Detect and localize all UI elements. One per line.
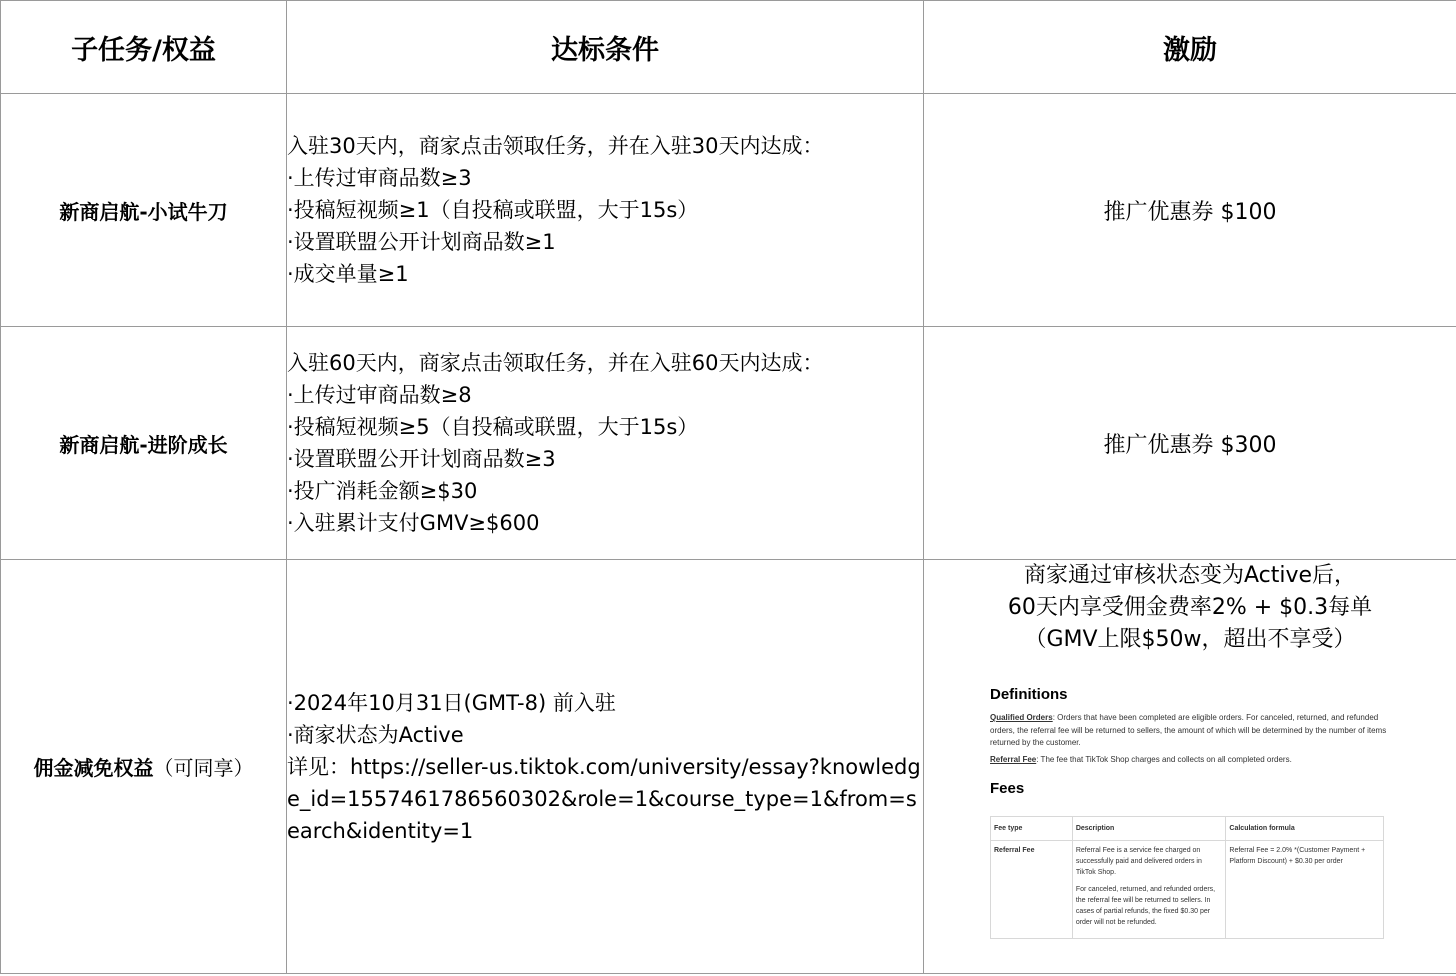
fees-title: Fees [990,780,1025,797]
condition-line: 入驻30天内，商家点击领取任务，并在入驻30天内达成： [287,134,824,158]
task-conditions [287,327,924,560]
task-conditions [287,94,924,327]
benefit-name [1,560,287,974]
fee-description [1072,841,1226,939]
fee-formula: Referral Fee = 2.0% *(Customer Payment + Platform Discount) + $0.30 per order [1226,841,1384,939]
task-name: 新商启航-小试牛刀 [1,94,287,327]
fee-table-header [991,817,1384,841]
table-row [1,327,1456,560]
referral-fee-text: : The fee that TikTok Shop charges and collects on all completed orders. [1036,754,1292,764]
condition-link-line[interactable]: 详见：https://seller-us.tiktok.com/university/essay?knowledge_id=1557461786560302&role=1&course_type=1&from=search&identity=1 [287,754,921,843]
benefit-conditions [287,560,924,974]
referral-fee-term: Referral Fee [990,754,1037,764]
condition-line: ·上传过审商品数≥3 [287,166,472,190]
condition-line: ·成交单量≥1 [287,262,409,286]
condition-line: ·投广消耗金额≥$30 [287,479,478,503]
qualified-orders-text: : Orders that have been completed are eligible orders. For canceled, returned, and refunded orders, the referral fee will be returned to sellers, the amount of which will be determined by the number of items returned by the customer. [990,713,1387,747]
fee-header-type: Fee type [991,817,1073,841]
header-row [1,1,1456,94]
condition-line: 入驻60天内，商家点击领取任务，并在入驻60天内达成： [287,351,824,375]
table-row [1,560,1456,974]
fee-header-formula: Calculation formula [1226,817,1384,841]
benefit-reward [924,560,1456,974]
fee-description-1: Referral Fee is a service fee charged on successfully paid and delivered orders in TikTok Shop. [1075,847,1202,876]
task-reward: 推广优惠券 $100 [924,94,1456,327]
task-name: 新商启航-进阶成长 [1,327,287,560]
reward-line: （GMV上限$50w，超出不享受） [1024,627,1356,652]
benefit-name-suffix: （可同享） [153,756,254,780]
condition-line: ·设置联盟公开计划商品数≥3 [287,447,556,471]
reward-line: 60天内享受佣金费率2% + $0.3每单 [1007,595,1373,620]
fee-description-2: For canceled, returned, and refunded orders, the referral fee will be returned to sellers. In cases of partial refunds, the fixed $0.30 per order will not be refunded. [1075,886,1216,926]
condition-line: ·投稿短视频≥5（自投稿或联盟，大于15s） [287,415,699,439]
header-conditions: 达标条件 [287,1,924,94]
referral-fee-definition [990,754,1390,767]
condition-line: ·2024年10月31日(GMT-8) 前入驻 [287,690,616,715]
fee-header-description: Description [1072,817,1226,841]
fee-table [990,816,1384,939]
fee-table-row [991,841,1384,939]
embedded-screenshot [990,686,1390,939]
qualified-orders-definition [990,712,1390,750]
definitions-title: Definitions [990,686,1068,703]
qualified-orders-term: Qualified Orders [990,713,1053,722]
condition-line: ·设置联盟公开计划商品数≥1 [287,230,556,254]
condition-line: ·上传过审商品数≥8 [287,383,472,407]
header-task: 子任务/权益 [1,1,287,94]
task-reward: 推广优惠券 $300 [924,327,1456,560]
fee-type: Referral Fee [991,841,1073,939]
table-row [1,94,1456,327]
condition-line: ·投稿短视频≥1（自投稿或联盟，大于15s） [287,198,699,222]
benefit-name-text: 佣金减免权益 [33,756,154,780]
reward-line: 商家通过审核状态变为Active后， [1023,563,1357,588]
condition-line: ·入驻累计支付GMV≥$600 [287,511,540,535]
condition-line: ·商家状态为Active [287,722,464,747]
header-reward: 激励 [924,1,1456,94]
